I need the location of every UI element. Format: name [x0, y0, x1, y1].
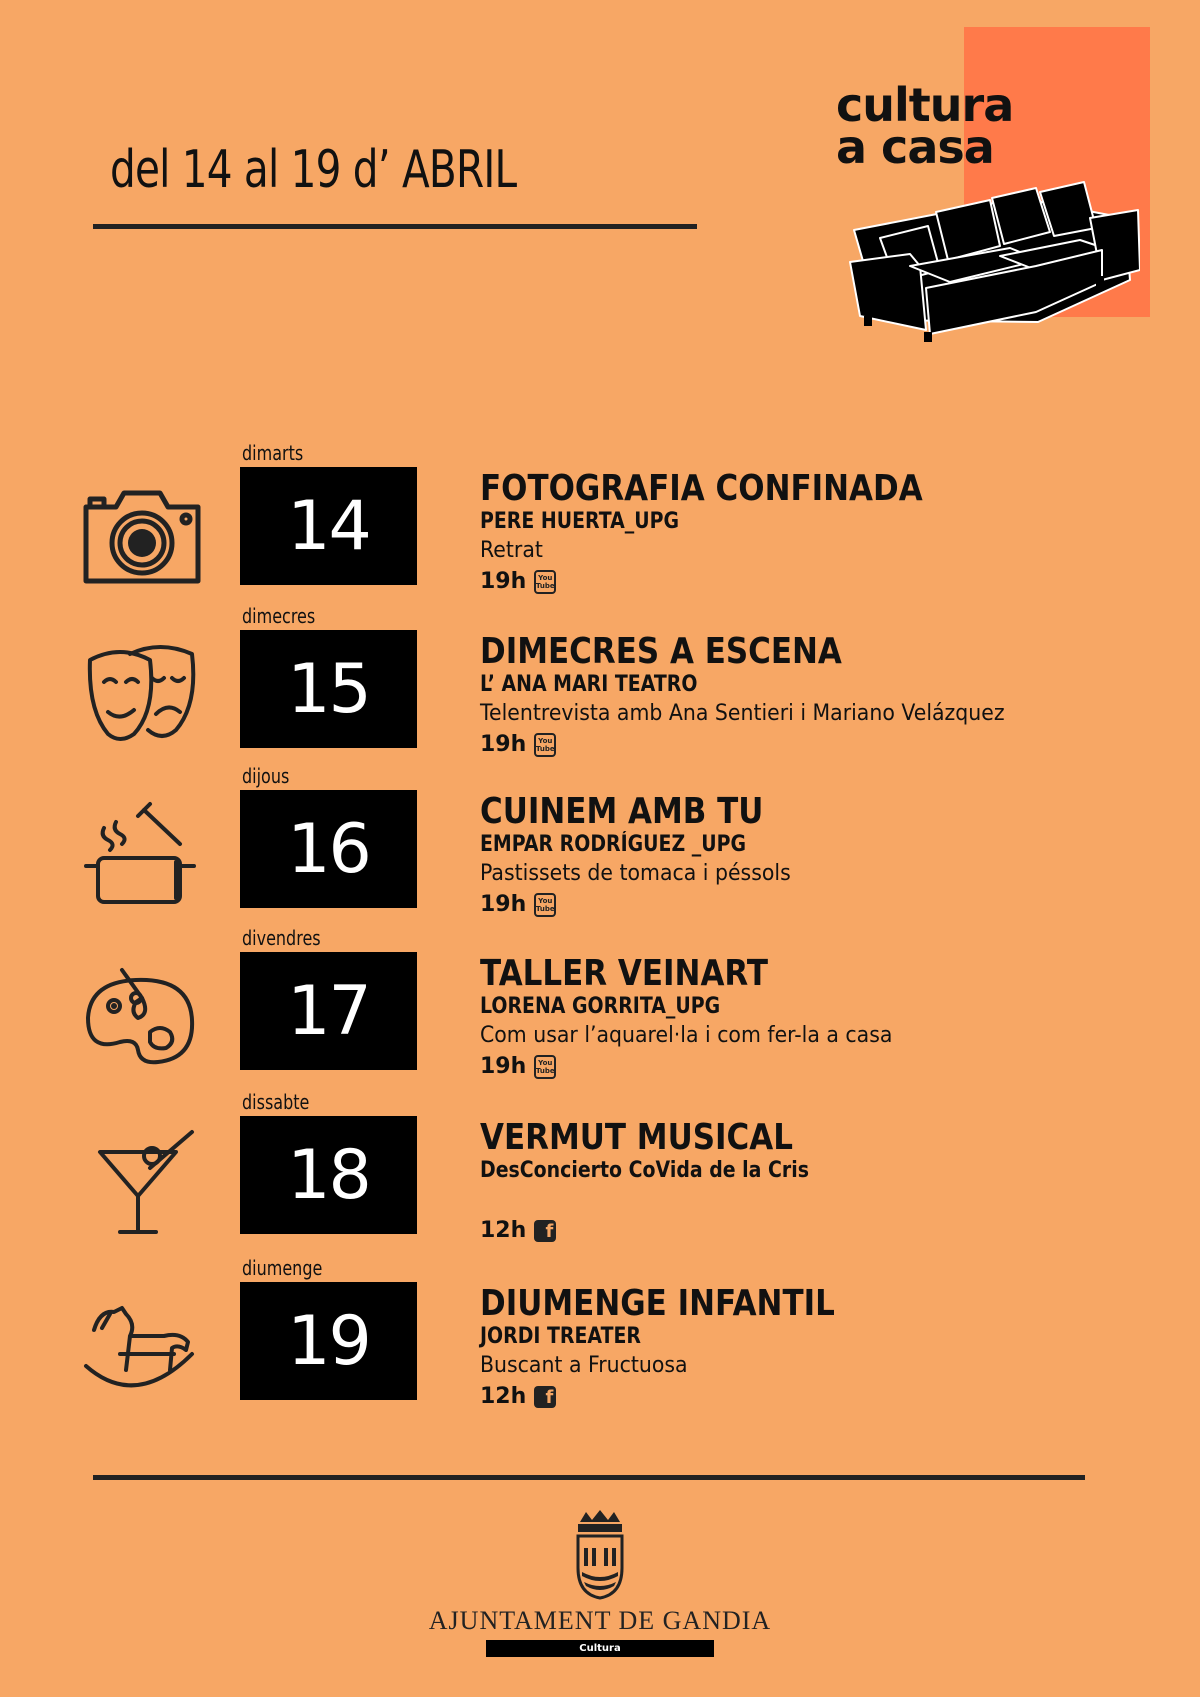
sofa-icon — [840, 170, 1140, 370]
youtube-icon[interactable] — [534, 733, 556, 757]
facebook-icon[interactable]: f — [534, 1220, 556, 1242]
event-time-label: 19h — [480, 1054, 527, 1079]
event-row — [0, 1090, 1200, 1243]
day-name: diumenge — [242, 1256, 323, 1280]
cooking-pot-icon — [80, 800, 205, 910]
day-number: 17 — [287, 971, 370, 1051]
date-range-heading: del 14 al 19 d’ ABRIL — [110, 140, 517, 200]
youtube-icon-top: You — [538, 896, 553, 905]
event-details — [480, 792, 1180, 917]
event-time — [480, 1054, 1180, 1079]
event-title: FOTOGRAFIA CONFINADA — [480, 468, 923, 509]
youtube-icon-bottom: Tube — [535, 1066, 555, 1075]
day-number-box — [240, 630, 417, 748]
day-number-box — [240, 790, 417, 908]
event-time — [480, 569, 1180, 594]
top-divider — [93, 224, 697, 229]
event-time-label: 19h — [480, 892, 527, 917]
footer-organization-name: AJUNTAMENT DE GANDIA — [428, 1606, 772, 1635]
event-time — [480, 1384, 1180, 1409]
event-time — [480, 892, 1180, 917]
day-name: dijous — [242, 764, 290, 788]
event-row — [0, 1256, 1200, 1409]
event-details — [480, 1118, 1180, 1243]
bottom-divider — [93, 1475, 1085, 1480]
day-number-box — [240, 952, 417, 1070]
day-number: 15 — [287, 649, 370, 729]
event-organizer: EMPAR RODRÍGUEZ _UPG — [480, 832, 746, 857]
day-name: dimecres — [242, 604, 316, 628]
event-row — [0, 764, 1200, 917]
day-number: 19 — [287, 1301, 370, 1381]
gandia-crest-icon — [570, 1508, 630, 1600]
youtube-icon-top: You — [538, 1058, 553, 1067]
event-row — [0, 441, 1200, 594]
event-time-label: 19h — [480, 732, 527, 757]
youtube-icon-top: You — [538, 573, 553, 582]
footer — [0, 1508, 1200, 1657]
footer-department-bar: Cultura — [486, 1640, 714, 1657]
event-description: Pastissets de tomaca i péssols — [480, 861, 791, 886]
event-description: Telentrevista amb Ana Sentieri i Mariano Velázquez — [480, 701, 1005, 726]
youtube-icon-top: You — [538, 736, 553, 745]
event-details — [480, 954, 1180, 1079]
day-number-box — [240, 1282, 417, 1400]
rocking-horse-icon — [80, 1292, 205, 1402]
youtube-icon-bottom: Tube — [535, 904, 555, 913]
event-details — [480, 469, 1180, 594]
event-time — [480, 732, 1180, 757]
event-time-label: 19h — [480, 569, 527, 594]
youtube-icon-bottom: Tube — [535, 744, 555, 753]
day-number: 16 — [287, 809, 370, 889]
event-description: Buscant a Fructuosa — [480, 1353, 688, 1378]
cocktail-glass-icon — [80, 1126, 205, 1236]
event-organizer: L’ ANA MARI TEATRO — [480, 672, 698, 697]
day-name: dimarts — [242, 441, 304, 465]
logo-line-2: a casa — [836, 120, 994, 174]
paint-palette-icon — [80, 962, 205, 1072]
youtube-icon[interactable] — [534, 1055, 556, 1079]
facebook-icon[interactable]: f — [534, 1386, 556, 1408]
event-organizer: LORENA GORRITA_UPG — [480, 994, 721, 1019]
event-title: CUINEM AMB TU — [480, 791, 764, 832]
event-row — [0, 604, 1200, 757]
event-time-label: 12h — [480, 1384, 527, 1409]
event-organizer: DesConcierto CoVida de la Cris — [480, 1158, 809, 1183]
day-number: 14 — [287, 486, 370, 566]
event-description: Retrat — [480, 538, 543, 563]
day-name: divendres — [242, 926, 321, 950]
event-row — [0, 926, 1200, 1079]
event-organizer: PERE HUERTA_UPG — [480, 509, 680, 534]
day-number: 18 — [287, 1135, 370, 1215]
event-time-label: 12h — [480, 1218, 527, 1243]
day-number-box — [240, 467, 417, 585]
event-title: DIUMENGE INFANTIL — [480, 1283, 835, 1324]
event-organizer: JORDI TREATER — [480, 1324, 642, 1349]
youtube-icon-bottom: Tube — [535, 581, 555, 590]
camera-icon — [80, 477, 205, 587]
event-description — [480, 1184, 1131, 1216]
event-details — [480, 632, 1180, 757]
event-title: VERMUT MUSICAL — [480, 1117, 793, 1158]
youtube-icon[interactable] — [534, 570, 556, 594]
event-title: DIMECRES A ESCENA — [480, 631, 842, 672]
theatre-masks-icon — [80, 640, 205, 750]
event-title: TALLER VEINART — [480, 953, 768, 994]
day-name: dissabte — [242, 1090, 310, 1114]
logo-line-1: cultura — [836, 78, 1014, 132]
youtube-icon[interactable] — [534, 893, 556, 917]
day-number-box — [240, 1116, 417, 1234]
event-details — [480, 1284, 1180, 1409]
event-time — [480, 1218, 1180, 1243]
event-description: Com usar l’aquarel·la i com fer-la a casa — [480, 1023, 893, 1048]
cultura-a-casa-logo — [836, 78, 1014, 174]
